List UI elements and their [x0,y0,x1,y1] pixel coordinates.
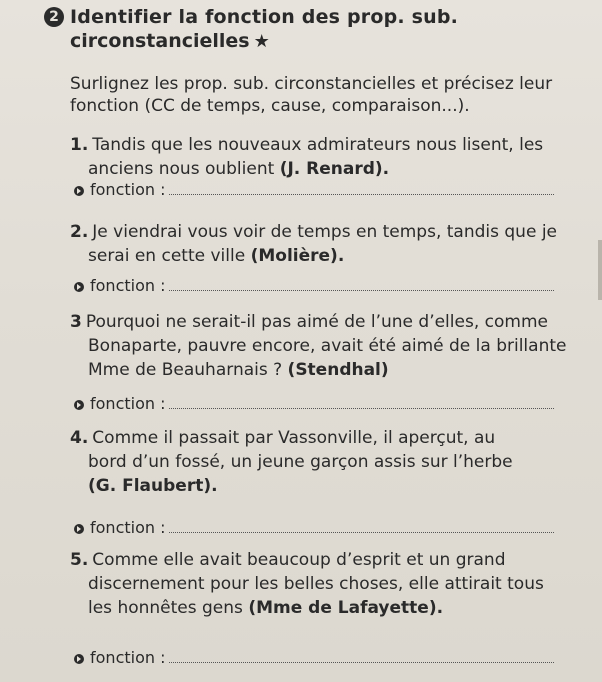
sentence-item-4 [70,426,570,498]
arrow-bullet-icon [74,282,84,292]
instructions: Surlignez les prop. sub. circonstancielles et précisez leur fonction (CC de temps, cause, comparaison...). [70,74,553,116]
item-number: 1. [70,135,89,155]
fonction-label: fonction : [90,180,166,199]
sentence-text: discernement pour les belles choses, elle attirait tous [88,574,544,594]
exercise-header [44,6,564,52]
difficulty-star-icon: ★ [253,31,270,52]
answer-dotted-line[interactable] [169,289,554,291]
fonction-label: fonction : [90,518,166,537]
sentence-text: les honnêtes gens [88,598,243,618]
item-number: 4. [70,428,89,448]
sentence-source: (J. Renard). [279,159,390,179]
sentence-text: Tandis que les nouveaux admirateurs nous lisent, les [92,135,544,155]
sentence-text: serai en cette ville [88,246,246,266]
sentence-text: Bonaparte, pauvre encore, avait été aimé de la brillante [88,336,567,356]
exercise-title-line2: circonstancielles [70,30,250,52]
sentence-source: (Mme de Lafayette). [248,598,444,618]
sentence-text: Pourquoi ne serait-il pas aimé de l’une d’elles, comme [85,312,548,332]
sentence-source: (Stendhal) [287,360,389,380]
arrow-bullet-icon [74,400,84,410]
sentence-text: Comme elle avait beaucoup d’esprit et un grand [92,550,506,570]
item-number: 3 [70,312,82,332]
sentence-text: bord d’un fossé, un jeune garçon assis sur l’herbe [88,452,513,472]
sentence-source: (Molière). [250,246,345,266]
answer-dotted-line[interactable] [169,661,554,663]
exercise-title: Identifier la fonction des prop. sub. [70,6,459,28]
sentence-item-3 [70,310,570,382]
sentence-item-1 [70,133,570,181]
answer-dotted-line[interactable] [169,531,554,533]
sentence-item-5 [70,548,570,620]
fonction-label: fonction : [90,394,166,413]
sentence-item-2 [70,220,570,268]
sentence-text: anciens nous oublient [88,159,275,179]
answer-dotted-line[interactable] [169,407,554,409]
fonction-answer-3[interactable] [74,394,554,413]
sentence-source: (G. Flaubert). [88,476,218,496]
fonction-answer-2[interactable] [74,276,554,295]
fonction-answer-4[interactable] [74,518,554,537]
sentence-text: Mme de Beauharnais ? [88,360,283,380]
exercise-number-badge: 2 [44,7,64,27]
fonction-label: fonction : [90,276,166,295]
fonction-label: fonction : [90,648,166,667]
item-number: 2. [70,222,89,242]
fonction-answer-5[interactable] [74,648,554,667]
arrow-bullet-icon [74,524,84,534]
sentence-text: Je viendrai vous voir de temps en temps, tandis que je [92,222,557,242]
fonction-answer-1[interactable] [74,180,554,199]
item-number: 5. [70,550,89,570]
arrow-bullet-icon [74,654,84,664]
page-edge [598,240,602,300]
sentence-text: Comme il passait par Vassonville, il aperçut, au [92,428,496,448]
arrow-bullet-icon [74,186,84,196]
answer-dotted-line[interactable] [169,193,554,195]
